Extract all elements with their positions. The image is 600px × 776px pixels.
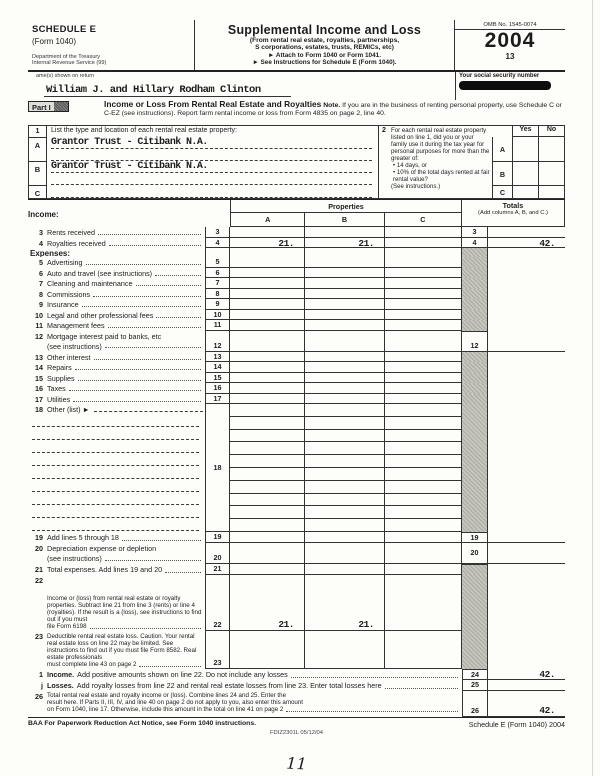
col-c-cell — [385, 394, 462, 405]
row-17: 17 Utilities 17 — [28, 394, 565, 405]
totals-shaded-cell — [462, 373, 488, 384]
totals-shaded-cell — [462, 268, 488, 279]
line26-text-1: Total rental real estate and royalty income or (loss). Combine lines 24 and 25. Enter the — [47, 692, 287, 699]
row-letter: B — [29, 161, 47, 185]
line18-sub-row — [230, 519, 462, 532]
col-b-cell — [305, 268, 385, 279]
print-code: FDIZ2301L 05/12/04 — [270, 730, 323, 736]
col-a-cell — [230, 352, 305, 363]
totals-shaded-cell — [462, 575, 488, 631]
line2-see: (See instructions.) — [391, 183, 441, 190]
income-expense-table — [28, 199, 565, 717]
write-in-line — [32, 518, 199, 531]
col-a-cell — [230, 278, 305, 289]
totals-number-box: 3 — [462, 227, 488, 238]
expenses-section-row — [28, 248, 565, 257]
form-subtitle-1: (From rental real estate, royalties, partnerships, — [249, 37, 400, 44]
col-b-cell — [305, 352, 385, 363]
form-subtitle-2: S corporations, estates, trusts, REMICs, etc) — [255, 44, 394, 52]
line18-sub-row — [230, 404, 462, 417]
totals-number-box: 24 — [462, 669, 488, 680]
totals-shaded-cell — [462, 362, 488, 373]
row-5: 5 Advertising 5 — [28, 257, 565, 268]
row-4: 4 Royalties received 4 21. 21. 4 42. — [28, 238, 565, 249]
line1-number: 1 — [29, 126, 47, 137]
line-number-box: 13 — [205, 352, 230, 363]
totals-number-box: 26 — [462, 691, 488, 717]
totals-shaded-cell — [462, 289, 488, 300]
line1-label: List the type and location of each rental real estate property: — [51, 127, 238, 134]
totals-shaded-cell — [462, 320, 488, 331]
line22-text: Income or (loss) from rental real estate or royalty properties. Subtract line 21 from line 3 (rents) or line 4 (royalties). If the result is a (loss), see instructions to find out if you must — [47, 594, 202, 623]
write-in-line — [32, 479, 199, 492]
ssn-redaction — [459, 81, 551, 90]
line-number-box: 9 — [205, 299, 230, 310]
yes-cell-a — [512, 137, 538, 162]
col-c-cell — [385, 352, 462, 363]
row-letter: C — [29, 185, 47, 198]
totals-shaded-cell — [462, 394, 488, 405]
yes-header: Yes — [512, 126, 538, 137]
line22-last: file Form 6198 — [47, 622, 87, 630]
col-c-cell — [385, 575, 462, 631]
col-b-cell — [305, 383, 385, 394]
totals-shaded-cell — [462, 299, 488, 310]
line2-bullet-2: • 10% of the total days rented at fair rental value? — [393, 169, 490, 183]
line-number-box: 21 — [205, 564, 230, 575]
totals-value-cell — [488, 532, 565, 543]
grid-row-c: C — [492, 186, 512, 198]
col-a-cell — [230, 362, 305, 373]
line-number-box: 15 — [205, 373, 230, 384]
property-row-c — [29, 185, 378, 198]
table-header — [28, 200, 565, 227]
line18-sub-row — [230, 481, 462, 494]
col-a-cell — [230, 631, 305, 669]
col-c-cell — [385, 631, 462, 669]
totals-shaded-cell — [462, 383, 488, 394]
row-14: 14 Repairs 14 — [28, 362, 565, 373]
schedule-title: SCHEDULE E — [32, 24, 97, 35]
properties-header: Properties — [231, 200, 461, 213]
line-number-box: 23 — [205, 631, 230, 669]
totals-header: Totals — [502, 201, 524, 210]
col-c-cell — [385, 564, 462, 575]
line20-row: 20 Depreciation expense or depletion (see instructions) 20 20 — [28, 543, 565, 564]
col-a-cell — [230, 575, 305, 631]
totals-number-box: 25 — [462, 680, 488, 691]
scan-edge-artifact — [592, 0, 593, 776]
income-rows — [28, 227, 565, 248]
col-a-cell — [230, 257, 305, 268]
part1-note-label: Note. — [323, 102, 341, 109]
col-c-cell — [385, 543, 462, 564]
line2-text: For each rental real estate property listed on line 1, did you or your family use it during the tax year for personal purposes for more than the greater of: — [391, 127, 490, 162]
line24-bold: Income. — [47, 670, 75, 679]
totals-value-cell: 42. — [488, 238, 565, 249]
col-a-cell — [230, 320, 305, 331]
line1-line2-block — [28, 125, 565, 199]
write-in-lines — [28, 414, 205, 533]
col-c-cell — [385, 268, 462, 279]
form-title: Supplemental Income and Loss — [227, 23, 422, 37]
line24-total: 42. — [539, 669, 555, 680]
line24-row: 1 Income. Add positive amounts shown on line 22. Do not include any losses 24 42. — [28, 669, 565, 680]
attach-instruction: ► Attach to Form 1040 or Form 1041. — [268, 51, 381, 59]
totals-value-cell — [488, 680, 565, 691]
line22-value-a: 21. — [278, 619, 294, 630]
yes-no-grid — [492, 126, 564, 198]
column-c-header: C — [420, 215, 426, 224]
col-b-cell — [305, 631, 385, 669]
line-number-box: 17 — [205, 394, 230, 405]
col-a-cell — [230, 310, 305, 321]
totals-value-cell — [488, 669, 565, 680]
write-in-line — [32, 427, 199, 440]
row-10: 10 Legal and other professional fees 10 — [28, 310, 565, 321]
line-number-box: 7 — [205, 278, 230, 289]
line18-sub-row — [230, 455, 462, 468]
line22-value-b: 21. — [358, 619, 374, 630]
ssn-label: Your social security number — [459, 73, 540, 79]
yes-cell-c — [512, 186, 538, 198]
totals-value-cell — [488, 227, 565, 238]
line-number-box: 12 — [205, 331, 230, 352]
grid-row-b: B — [492, 162, 512, 187]
form-number: (Form 1040) — [32, 37, 77, 46]
write-in-line — [32, 505, 199, 518]
col-c-cell — [385, 331, 462, 352]
totals-shaded-cell — [462, 404, 488, 532]
income-section-label: Income: — [28, 209, 59, 219]
col-b-cell — [305, 373, 385, 384]
col-b-cell — [305, 278, 385, 289]
col-a-cell — [230, 373, 305, 384]
line23-text: Deductible rental real estate loss. Caution. Your rental real estate loss on line 22 may be limited. See instructions to find out if you must file Form 8582. Real estate professionals — [47, 632, 197, 661]
totals-shaded-cell — [462, 631, 488, 669]
col-a-cell — [230, 268, 305, 279]
part1-header — [28, 100, 565, 125]
col-b-cell — [305, 543, 385, 564]
name-row — [28, 72, 565, 100]
col-b-cell — [305, 310, 385, 321]
line1-properties — [29, 126, 379, 198]
line2-bullet-1: • 14 days, or — [393, 162, 427, 169]
line18-number-box: 18 — [205, 404, 230, 532]
line26-total: 42. — [539, 705, 555, 716]
totals-shaded-cell — [462, 564, 488, 575]
line25-text: Add royalty losses from line 22 and rental real estate losses from line 23. Enter total losses here — [76, 681, 382, 690]
line25-row: j Losses. Add royalty losses from line 22 and rental real estate losses from line 23. Enter total losses here 25 — [28, 680, 565, 691]
totals-shaded-cell — [462, 257, 488, 268]
line-number-box: 6 — [205, 268, 230, 279]
col-a-cell — [230, 289, 305, 300]
taxpayer-name: William J. and Hillary Rodham Clinton — [44, 83, 291, 97]
row-6: 6 Auto and travel (see instructions) 6 — [28, 268, 565, 279]
paperwork-notice: BAA For Paperwork Reduction Act Notice, see Form 1040 instructions. — [28, 720, 256, 727]
totals-number-box: 4 — [462, 238, 488, 249]
line-number-box: 11 — [205, 320, 230, 331]
col-b-cell — [305, 299, 385, 310]
no-header: No — [538, 126, 564, 137]
row-letter: A — [29, 137, 47, 161]
yes-cell-b — [512, 162, 538, 187]
col-c-cell — [385, 227, 462, 238]
line18-label: Other (list) ► — [47, 405, 90, 414]
write-in-line — [32, 466, 199, 479]
totals-shaded-cell — [462, 310, 488, 321]
col-b-cell — [305, 394, 385, 405]
expenses-section-label: Expenses: — [30, 249, 71, 257]
col-b-cell: 21. — [305, 238, 385, 249]
totals-shaded-cell — [462, 248, 488, 257]
col-c-cell — [385, 532, 462, 543]
line23-last: must complete line 43 on page 2 — [47, 660, 137, 668]
line2-personal-use — [379, 126, 564, 198]
line22-row: 22 Income or (loss) from rental real estate or royalty properties. Subtract line 21 from line 3 (rents) or line 4 (royalties). If the result is a (loss), see instructions to find out if you must file Form 6198 22 21. 21. — [28, 575, 565, 631]
no-cell-a — [538, 137, 564, 162]
col-c-cell — [385, 238, 462, 249]
no-cell-c — [538, 186, 564, 198]
write-in-line — [32, 440, 199, 453]
line-number-box: 16 — [205, 383, 230, 394]
totals-number-box: 12 — [462, 331, 488, 352]
line18-other-block — [28, 404, 565, 532]
part1-heading: Income or Loss From Rental Real Estate and Royalties — [104, 99, 322, 109]
col-a-cell — [230, 227, 305, 238]
grid-row-a: A — [492, 137, 512, 162]
name-label: ame(s) shown on return — [36, 73, 95, 79]
col-b-cell — [305, 331, 385, 352]
col-c-cell — [385, 373, 462, 384]
line19-row: 19 Add lines 5 through 18 19 19 — [28, 532, 565, 543]
row-7: 7 Cleaning and maintenance 7 — [28, 278, 565, 289]
irs-line: Internal Revenue Service (99) — [32, 60, 107, 67]
line18-sub-row — [230, 417, 462, 430]
tax-year: 2004 — [484, 29, 536, 52]
line-number-box: 3 — [205, 227, 230, 238]
totals-number-box: 20 — [462, 543, 488, 564]
column-b-header: B — [305, 213, 384, 226]
totals-value-cell — [488, 543, 565, 564]
row-11: 11 Management fees 11 — [28, 320, 565, 331]
col-a-cell — [230, 532, 305, 543]
col-a-cell — [230, 331, 305, 352]
col-c-cell — [385, 383, 462, 394]
line20-label2: (see instructions) — [47, 554, 102, 563]
col-b-cell — [305, 320, 385, 331]
property-row-a — [29, 137, 378, 161]
line18-sub-row — [230, 506, 462, 519]
handwritten-page-number: 11 — [285, 753, 308, 774]
totals-value-cell — [488, 691, 565, 717]
line26-text-2: result here. If Parts II, III, IV, and line 40 on page 2 do not apply to you, also enter this amount — [47, 699, 304, 707]
line-number-box: 5 — [205, 257, 230, 268]
col-b-cell — [305, 289, 385, 300]
totals-number-box: 19 — [462, 532, 488, 543]
line-number: 18 — [35, 405, 43, 414]
line19-label: Add lines 5 through 18 — [47, 533, 119, 542]
col-a-cell — [230, 383, 305, 394]
totals-shaded-cell — [462, 352, 488, 363]
form-id-footer: Schedule E (Form 1040) 2004 — [468, 720, 565, 729]
property-b-value: Grantor Trust - Citibank N.A. — [51, 160, 208, 172]
write-in-line — [32, 453, 199, 466]
col-c-cell — [385, 257, 462, 268]
column-a-header: A — [231, 213, 305, 226]
row-9: 9 Insurance 9 — [28, 299, 565, 310]
col-b-cell — [305, 227, 385, 238]
form-header — [28, 20, 565, 72]
omb-number: OMB No. 1545-0074 — [455, 20, 565, 30]
write-in-line — [32, 492, 199, 505]
line-number-box: 19 — [205, 532, 230, 543]
line23-row: 23 Deductible rental real estate loss. Caution. Your rental real estate loss on line 22 may be limited. See instructions to find out if you must file Form 8582. Real estate professionals must complete line 43 on page 2 23 — [28, 631, 565, 669]
col-a-cell — [230, 299, 305, 310]
col-b-cell — [305, 257, 385, 268]
dept-treasury: Department of the Treasury — [32, 54, 101, 60]
line-number-box: 4 — [205, 238, 230, 249]
line18-sub-row — [230, 494, 462, 507]
ssn-box — [455, 72, 565, 100]
line21-label: Total expenses. Add lines 19 and 20 — [47, 565, 163, 574]
col-b-cell — [305, 532, 385, 543]
col-c-cell — [385, 299, 462, 310]
line-number-box: 22 — [205, 575, 230, 631]
line18-sub-row — [230, 430, 462, 443]
line25-bold: Losses. — [47, 681, 74, 690]
col-c-cell — [385, 362, 462, 373]
write-in-line — [32, 414, 199, 427]
col-a-cell: 21. — [230, 238, 305, 249]
totals-subheader: (Add columns A, B, and C.) — [478, 210, 548, 216]
expense-rows — [28, 257, 565, 404]
line18-sub-row — [230, 442, 462, 455]
col-c-cell — [385, 320, 462, 331]
line26-text-3: on Form 1040, line 17. Otherwise, include this amount in the total on line 41 on page 2 — [47, 706, 284, 714]
form-footer — [28, 717, 565, 730]
line-number-box: 20 — [205, 543, 230, 564]
property-row-b — [29, 161, 378, 185]
line26-row: 26 Total rental real estate and royalty income or (loss). Combine lines 24 and 25. Enter the result here. If Parts II, III, IV, and line 40 on page 2 do not apply to you, also enter this amount on Form 1040, line 17. Otherwise, include this amount in the total on line 41 on page 2 26 42. — [28, 691, 565, 717]
col-b-cell — [305, 575, 385, 631]
line21-row: 21 Total expenses. Add lines 19 and 20 21 — [28, 564, 565, 575]
see-instruction: ► See Instructions for Schedule E (Form 1040). — [252, 59, 397, 67]
line-number-box: 14 — [205, 362, 230, 373]
no-cell-b — [538, 162, 564, 187]
row-8: 8 Commissions 8 — [28, 289, 565, 300]
col-b-cell — [305, 564, 385, 575]
part1-badge: Part I — [28, 101, 69, 112]
totals-value-cell — [488, 331, 565, 352]
property-a-value: Grantor Trust - Citibank N.A. — [51, 136, 208, 148]
row-16: 16 Taxes 16 — [28, 383, 565, 394]
row-15: 15 Supplies 15 — [28, 373, 565, 384]
sequence-number: 13 — [505, 52, 515, 61]
row-3: 3 Rents received 3 3 — [28, 227, 565, 238]
line2-number: 2 — [382, 127, 386, 134]
col-c-cell — [385, 289, 462, 300]
line-number-box: 8 — [205, 289, 230, 300]
line24-text: Add positive amounts shown on line 22. Do not include any losses — [77, 670, 288, 679]
col-a-cell — [230, 394, 305, 405]
row-13: 13 Other interest 13 — [28, 352, 565, 363]
row-12: 12 Mortgage interest paid to banks, etc (see instructions) 12 12 — [28, 331, 565, 352]
line20-label: Depreciation expense or depletion — [47, 544, 157, 553]
line18-entry-grid — [230, 404, 462, 532]
col-c-cell — [385, 278, 462, 289]
col-a-cell — [230, 564, 305, 575]
totals-shaded-cell — [462, 278, 488, 289]
part1-note: If you are in the business of renting personal property, use Schedule C or C-EZ (see instructions). Report farm rental income or loss from Form 4835 on page 2, line 40. — [104, 102, 562, 118]
line-number-box: 10 — [205, 310, 230, 321]
line18-sub-row — [230, 468, 462, 481]
col-c-cell — [385, 310, 462, 321]
col-b-cell — [305, 362, 385, 373]
col-a-cell — [230, 543, 305, 564]
